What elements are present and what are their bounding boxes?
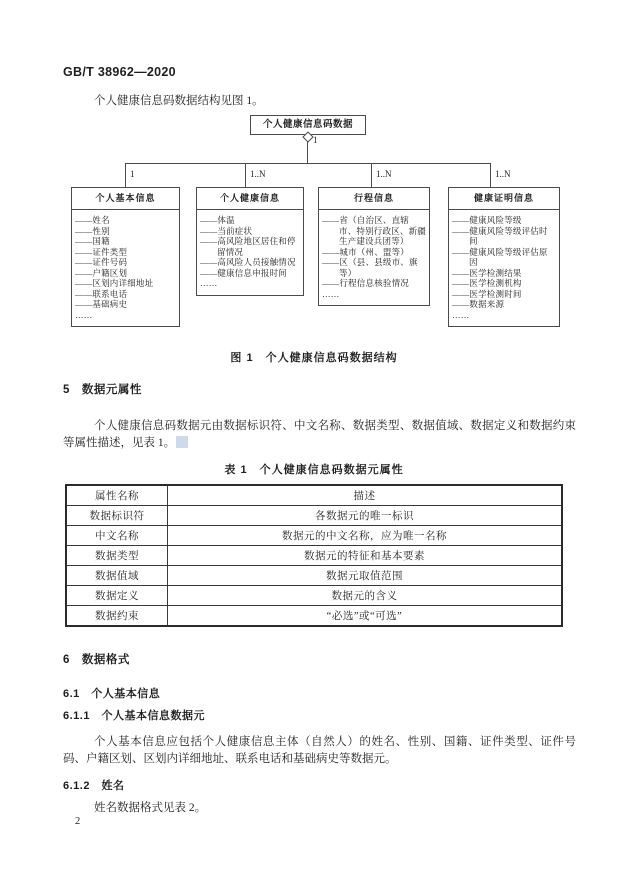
diagram-item: ——健康风险等级评估原因 bbox=[452, 246, 548, 267]
diagram-box-items bbox=[72, 210, 179, 326]
connector-line bbox=[490, 163, 491, 187]
connector-line bbox=[371, 163, 372, 187]
diagram-item: ——医学检测机构 bbox=[452, 278, 522, 288]
figure1-caption: 图 1 个人健康信息码数据结构 bbox=[230, 352, 398, 364]
diagram-item: ——证件号码 bbox=[75, 257, 128, 267]
diagram-item: ——省（自治区、直辖市、特别行政区、新疆生产建设兵团等） bbox=[322, 215, 427, 246]
diagram-item: ——国籍 bbox=[75, 236, 110, 246]
diagram-box-basic-info bbox=[71, 187, 180, 327]
diagram-item: ——高风险地区居住和停留情况 bbox=[200, 236, 296, 257]
section611-paragraph: 个人基本信息应包括个人健康信息主体（自然人）的姓名、性别、国籍、证件类型、证件号码、户籍区划、区划内详细地址、联系电话和基础病史等数据元。 bbox=[63, 736, 576, 765]
child-multiplicity: 1..N bbox=[376, 169, 392, 179]
table-cell: 数据标识符 bbox=[66, 506, 168, 526]
section5-paragraph-text: 个人健康信息码数据元由数据标识符、中文名称、数据类型、数据值域、数据定义和数据约束等属性描述，见表 1。 bbox=[63, 420, 576, 449]
diagram-item: ——联系电话 bbox=[75, 288, 128, 299]
diagram-box-title: 健康证明信息 bbox=[449, 188, 559, 210]
diagram-box-title: 个人健康信息 bbox=[197, 188, 303, 210]
child-multiplicity: 1..N bbox=[495, 169, 511, 179]
diagram-box-trip-info bbox=[318, 187, 430, 306]
diagram-box-items bbox=[449, 210, 559, 326]
section6-heading: 6 数据格式 bbox=[63, 654, 130, 666]
diagram-item: ——健康风险等级 bbox=[452, 215, 522, 225]
table-row bbox=[66, 526, 562, 546]
table1-body bbox=[66, 485, 562, 626]
diagram-item: ——体温 bbox=[200, 215, 235, 225]
diagram-item: ——健康风险等级评估时间 bbox=[452, 225, 548, 246]
table-cell: 数据元取值范围 bbox=[168, 566, 563, 586]
table-cell: 数据约束 bbox=[66, 606, 168, 627]
section5-paragraph bbox=[63, 418, 576, 451]
child-multiplicity: 1..N bbox=[250, 169, 266, 179]
selection-highlight bbox=[176, 436, 188, 448]
diagram-item: …… bbox=[200, 278, 218, 288]
table-cell: 数据类型 bbox=[66, 546, 168, 566]
table-row bbox=[66, 506, 562, 526]
table-cell: 数据元的含义 bbox=[168, 586, 563, 606]
table-header-cell: 描述 bbox=[168, 485, 563, 506]
page-number: 2 bbox=[75, 816, 81, 827]
root-multiplicity: 1 bbox=[313, 135, 318, 145]
diagram-box-certificate-info bbox=[448, 187, 560, 327]
table-cell: 各数据元的唯一标识 bbox=[168, 506, 563, 526]
intro-paragraph: 个人健康信息码数据结构见图 1。 bbox=[94, 95, 264, 107]
diagram-item: …… bbox=[75, 309, 93, 320]
table-cell: 中文名称 bbox=[66, 526, 168, 546]
table-cell: 数据元的中文名称，应为唯一名称 bbox=[168, 526, 563, 546]
table-row bbox=[66, 586, 562, 606]
section612-paragraph: 姓名数据格式见表 2。 bbox=[94, 802, 207, 814]
diagram-item: …… bbox=[452, 309, 470, 320]
diagram-box-items bbox=[319, 210, 429, 305]
diagram-item: ——当前症状 bbox=[200, 225, 253, 236]
table1-title: 表 1 个人健康信息码数据元属性 bbox=[224, 464, 404, 476]
diagram-item: …… bbox=[322, 288, 340, 299]
diagram-item: ——基础病史 bbox=[75, 299, 128, 309]
section612-heading: 6.1.2 姓名 bbox=[63, 780, 125, 792]
table-cell: 数据值域 bbox=[66, 566, 168, 586]
table-header-cell: 属性名称 bbox=[66, 485, 168, 506]
diagram-item: ——高风险人员接触情况 bbox=[200, 257, 296, 267]
table-cell: “必选”或“可选” bbox=[168, 606, 563, 627]
table-header-row bbox=[66, 485, 562, 506]
diagram-item: ——区（县、县级市、旗等） bbox=[322, 257, 418, 278]
section611-heading: 6.1.1 个人基本信息数据元 bbox=[63, 710, 205, 722]
diagram-item: ——城市（州、盟等） bbox=[322, 246, 410, 257]
diagram-box-health-info bbox=[196, 187, 304, 296]
table-cell: 数据定义 bbox=[66, 586, 168, 606]
connector-line bbox=[125, 163, 126, 187]
table-cell: 数据元的特征和基本要素 bbox=[168, 546, 563, 566]
diagram-item: ——性别 bbox=[75, 225, 110, 236]
diagram-box-title: 个人基本信息 bbox=[72, 188, 179, 210]
table-row bbox=[66, 546, 562, 566]
diagram-item: ——户籍区划 bbox=[75, 267, 128, 278]
diagram-item: ——医学检测结果 bbox=[452, 267, 522, 278]
connector-line bbox=[307, 141, 308, 163]
table-row bbox=[66, 606, 562, 627]
connector-line bbox=[245, 163, 246, 187]
diagram-box-title: 行程信息 bbox=[319, 188, 429, 210]
diagram-box-items bbox=[197, 210, 303, 295]
diagram-item: ——医学检测时间 bbox=[452, 288, 522, 299]
diagram-item: ——证件类型 bbox=[75, 246, 128, 257]
child-multiplicity: 1 bbox=[130, 169, 135, 179]
table-row bbox=[66, 566, 562, 586]
figure1-diagram bbox=[0, 0, 628, 345]
connector-line bbox=[125, 163, 491, 164]
section61-heading: 6.1 个人基本信息 bbox=[63, 688, 161, 700]
diagram-item: ——姓名 bbox=[75, 215, 110, 225]
diagram-item: ——区划内详细地址 bbox=[75, 278, 154, 288]
diagram-item: ——健康信息申报时间 bbox=[200, 267, 288, 278]
diagram-root-box: 个人健康信息码数据 bbox=[250, 115, 366, 135]
section5-heading: 5 数据元属性 bbox=[63, 384, 142, 396]
standard-number: GB/T 38962—2020 bbox=[63, 65, 176, 79]
diagram-item: ——行程信息核验情况 bbox=[322, 278, 410, 288]
table1 bbox=[65, 484, 563, 627]
diagram-item: ——数据来源 bbox=[452, 299, 505, 309]
